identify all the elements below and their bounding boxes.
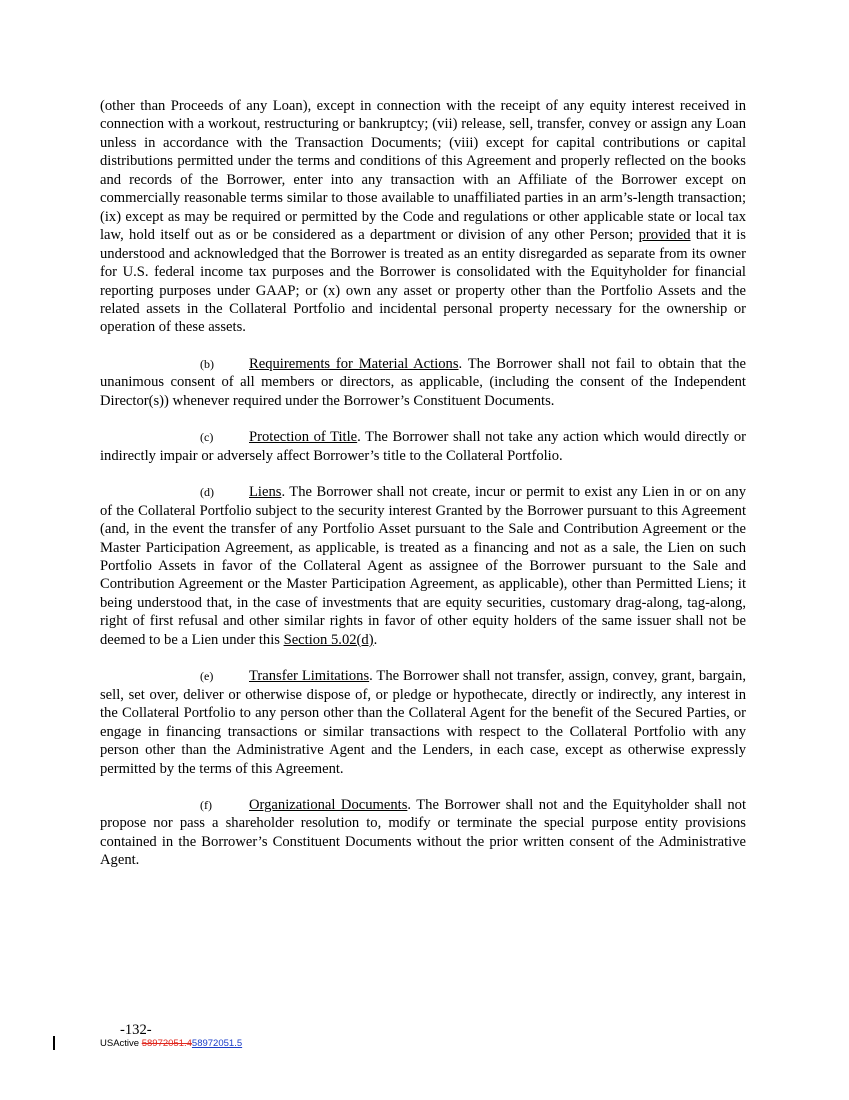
document-id-footer: USActive 58972051.458972051.5 bbox=[100, 1038, 243, 1049]
change-bar bbox=[53, 1036, 55, 1050]
section-d: (d) Liens. The Borrower shall not create, incur or permit to exist any Lien in or on any of the Collateral Portfolio subject to the security interest Granted by the Borrower pursuant to this Agreement (and, in the event the transfer of any Portfolio Asset pursuant to the Sale and Contribution Agreement or the Master Participation Agreement, as applicable, is treated as a financing and not as a sale, the Lien on such Portfolio Assets in favor of the Collateral Agent as assignee of the Borrower pursuant to the Sale and Contribution Agreement or the Master Participation Agreement, as applicable), other than Permitted Liens; it being understood that, in the case of investments that are equity securities, customary drag-along, tag-along, right of first refusal and other similar rights in favor of other equity holders of the same issuer shall not be deemed to be a Lien under this Section 5.02(d). bbox=[100, 484, 746, 648]
section-e: (e) Transfer Limitations. The Borrower shall not transfer, assign, convey, grant, bargain, sell, set over, deliver or otherwise dispose of, or pledge or hypothecate, directly or indirectly, any interest in the Collateral Portfolio to any person other than the Collateral Agent for the benefit of the Secured Parties, or engage in financing transactions or similar transactions with respect to the Collateral Portfolio with any person other than the Administrative Agent and the Lenders, in each case, except as otherwise expressly permitted by the terms of this Agreement. bbox=[100, 668, 746, 777]
section-label: (e) bbox=[200, 669, 214, 684]
inserted-document-id: 58972051.5 bbox=[191, 1038, 243, 1049]
section-heading: Requirements for Material Actions bbox=[249, 355, 459, 372]
section-heading: Protection of Title bbox=[249, 429, 358, 446]
section-f: (f) Organizational Documents. The Borrower shall not and the Equityholder shall not propose nor pass a shareholder resolution to, modify or terminate the special purpose entity provisions contained in the Borrower’s Constituent Documents without the prior written consent of the Administrative Agent. bbox=[100, 796, 746, 869]
paragraph-continuation: (other than Proceeds of any Loan), except in connection with the receipt of any equity interest received in connection with a workout, restructuring or bankruptcy; (vii) release, sell, transfer, convey or assign any Loan unless in accordance with the Transaction Documents; (viii) except for capital contributions or capital distributions permitted under the terms and conditions of this Agreement and properly reflected on the books and records of the Borrower, enter into any transaction with an Affiliate of the Borrower except on commercially reasonable terms similar to those available to unaffiliated parties in an arm’s-length transaction; (ix) except as may be required or permitted by the Code and regulations or other applicable state or local tax law, hold itself out as or be considered as a department or division of any other Person; provided that it is understood and acknowledged that the Borrower is treated as an entity disregarded as separate from its owner for U.S. federal income tax purposes and the Borrower is consolidated with the Equityholder for financial reporting purposes under GAAP; or (x) own any asset or property other than the Portfolio Assets and the related assets in the Collateral Portfolio and incidental personal property necessary for the ownership or operation of these assets. bbox=[100, 98, 746, 336]
page-number: -132- bbox=[120, 1022, 152, 1038]
section-c: (c) Protection of Title. The Borrower shall not take any action which would directly or indirectly impair or adversely affect Borrower’s title to the Collateral Portfolio. bbox=[100, 429, 747, 464]
section-label: (b) bbox=[200, 356, 214, 371]
deleted-document-id: 58972051.4 bbox=[141, 1038, 192, 1049]
section-heading: Transfer Limitations bbox=[249, 668, 370, 685]
section-label: (f) bbox=[200, 797, 212, 812]
section-label: (c) bbox=[200, 430, 214, 445]
section-reference: Section 5.02(d) bbox=[283, 631, 374, 648]
document-body bbox=[100, 97, 746, 870]
section-b: (b) Requirements for Material Actions. The Borrower shall not fail to obtain that the unanimous consent of all members or directors, as applicable, (including the consent of the Independent Director(s)) whenever required under the Borrower’s Constituent Documents. bbox=[100, 355, 746, 409]
provided-term: provided bbox=[638, 227, 691, 244]
section-heading: Liens bbox=[249, 484, 282, 501]
section-heading: Organizational Documents bbox=[249, 796, 408, 813]
section-label: (d) bbox=[200, 485, 214, 500]
